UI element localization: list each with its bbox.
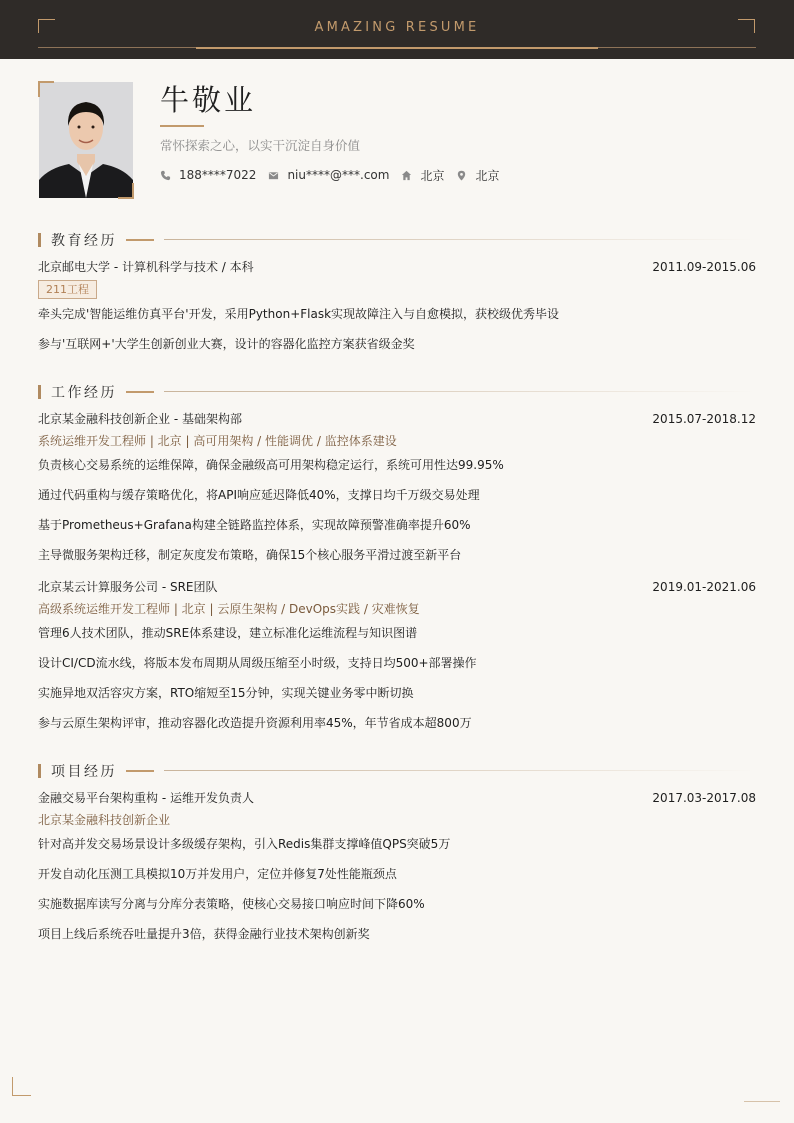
project-bullet: 开发自动化压测工具模拟10万并发用户，定位并修复7处性能瓶颈点 xyxy=(38,867,397,881)
work-bullet: 管理6人技术团队，推动SRE体系建设，建立标准化运维流程与知识图谱 xyxy=(38,626,418,640)
contact-phone xyxy=(160,168,256,182)
email-address: niu****@***.com xyxy=(287,168,390,182)
section-accent-line xyxy=(126,239,154,241)
work-heading: 北京某云计算服务公司 - SRE团队 xyxy=(38,580,218,594)
name-underline xyxy=(160,125,204,127)
section-title: 教育经历 xyxy=(51,233,117,249)
work-role-line: 高级系统运维开发工程师 | 北京 | 云原生架构 / DevOps实践 / 灾难恢复 xyxy=(38,602,420,616)
home-icon xyxy=(401,170,412,181)
work-heading-row xyxy=(38,411,756,427)
work-bullet: 设计CI/CD流水线，将版本发布周期从周级压缩至小时级，支持日均500+部署操作 xyxy=(38,656,477,670)
project-bullet: 项目上线后系统吞吐量提升3倍，获得金融行业技术架构创新奖 xyxy=(38,927,370,941)
header-divider-accent xyxy=(196,47,598,49)
header-title: AMAZING RESUME xyxy=(314,20,480,35)
section-marker xyxy=(38,385,41,399)
section-divider xyxy=(164,391,754,392)
contact-email xyxy=(268,168,389,182)
contact-list xyxy=(160,166,511,184)
education-date: 2011.09-2015.06 xyxy=(652,260,756,274)
project-date: 2017.03-2017.08 xyxy=(652,791,756,805)
footer-line-right xyxy=(744,1101,780,1102)
avatar xyxy=(39,82,133,198)
section-header-projects xyxy=(38,763,756,779)
project-company: 北京某金融科技创新企业 xyxy=(38,813,171,827)
candidate-name: 牛敬业 xyxy=(160,83,257,117)
section-title: 工作经历 xyxy=(51,385,117,401)
profile-photo xyxy=(38,81,134,199)
work-bullet: 实施异地双活容灾方案，RTO缩短至15分钟，实现关键业务零中断切换 xyxy=(38,686,414,700)
contact-home xyxy=(401,167,444,184)
contact-location xyxy=(456,167,499,184)
footer-corner-left xyxy=(12,1077,31,1096)
location-city: 北京 xyxy=(475,168,500,183)
section-accent-line xyxy=(126,770,154,772)
home-city: 北京 xyxy=(420,168,445,183)
work-role-line: 系统运维开发工程师 | 北京 | 高可用架构 / 性能调优 / 监控体系建设 xyxy=(38,434,397,448)
education-bullet: 参与'互联网+'大学生创新创业大赛，设计的容器化监控方案获省级金奖 xyxy=(38,337,415,351)
work-heading: 北京某金融科技创新企业 - 基础架构部 xyxy=(38,412,242,426)
location-pin-icon xyxy=(456,170,467,181)
education-bullet: 牵头完成'智能运维仿真平台'开发，采用Python+Flask实现故障注入与自愈模拟，获校级优秀毕设 xyxy=(38,307,560,321)
section-divider xyxy=(164,239,754,240)
photo-frame-corner xyxy=(38,81,54,97)
phone-number: 188****7022 xyxy=(179,168,257,182)
section-header-education xyxy=(38,232,756,248)
education-tag: 211工程 xyxy=(38,280,97,299)
section-header-work xyxy=(38,384,756,400)
phone-icon xyxy=(160,170,171,181)
mail-icon xyxy=(268,170,279,181)
project-bullet: 实施数据库读写分离与分库分表策略，使核心交易接口响应时间下降60% xyxy=(38,897,425,911)
person-portrait-icon xyxy=(39,82,133,198)
education-heading: 北京邮电大学 - 计算机科学与技术 / 本科 xyxy=(38,260,254,274)
section-accent-line xyxy=(126,391,154,393)
work-heading-row xyxy=(38,579,756,595)
education-heading-row xyxy=(38,259,756,275)
section-marker xyxy=(38,764,41,778)
section-divider xyxy=(164,770,754,771)
project-heading-row xyxy=(38,790,756,806)
work-bullet: 参与云原生架构评审，推动容器化改造提升资源利用率45%，年节省成本超800万 xyxy=(38,716,472,730)
motto: 常怀探索之心，以实干沉淀自身价值 xyxy=(160,138,361,153)
section-title: 项目经历 xyxy=(51,764,117,780)
work-date: 2019.01-2021.06 xyxy=(652,580,756,594)
work-date: 2015.07-2018.12 xyxy=(652,412,756,426)
work-bullet: 负责核心交易系统的运维保障，确保金融级高可用架构稳定运行，系统可用性达99.95% xyxy=(38,458,504,472)
section-marker xyxy=(38,233,41,247)
work-bullet: 主导微服务架构迁移，制定灰度发布策略，确保15个核心服务平滑过渡至新平台 xyxy=(38,548,462,562)
photo-frame-corner xyxy=(118,183,134,199)
work-bullet: 基于Prometheus+Grafana构建全链路监控体系，实现故障预警准确率提升60% xyxy=(38,518,471,532)
project-bullet: 针对高并发交易场景设计多级缓存架构，引入Redis集群支撑峰值QPS突破5万 xyxy=(38,837,451,851)
project-heading: 金融交易平台架构重构 - 运维开发负责人 xyxy=(38,791,254,805)
work-bullet: 通过代码重构与缓存策略优化，将API响应延迟降低40%，支撑日均千万级交易处理 xyxy=(38,488,480,502)
